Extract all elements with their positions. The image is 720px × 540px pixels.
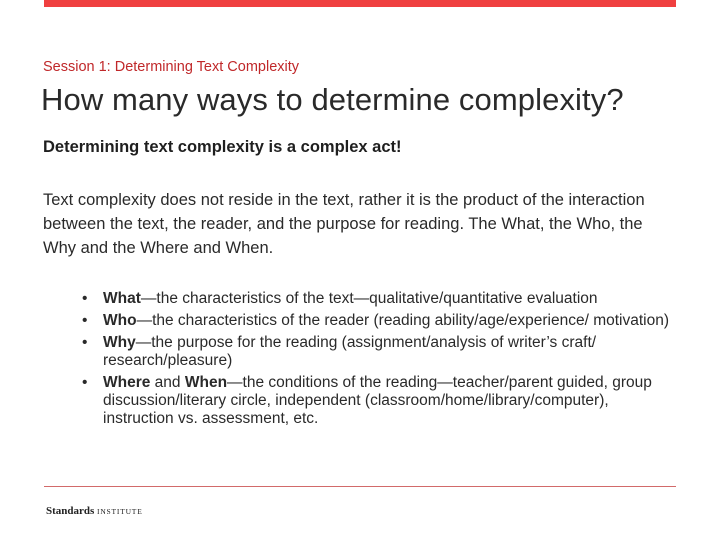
- bullet-dot-icon: •: [82, 334, 88, 351]
- bullet-why: [82, 334, 682, 370]
- footer-divider: [44, 486, 676, 487]
- bullet-term: Why: [103, 334, 136, 351]
- bullet-term: What: [103, 290, 141, 307]
- bullet-term: Where: [103, 374, 151, 391]
- bullet-connector: and: [150, 374, 185, 391]
- bullet-text: —the characteristics of the reader (reading ability/age/experience/ motivation): [136, 312, 670, 329]
- intro-paragraph: Text complexity does not reside in the text, rather it is the product of the interaction between the text, the reader, and the purpose for reading. The What, the Who, the Why and the Where and When.: [43, 191, 645, 257]
- bullet-text: —the purpose for the reading (assignment/analysis of writer’s craft/ research/pleasure): [103, 334, 597, 369]
- bullet-dot-icon: •: [82, 374, 88, 391]
- bullet-term: Who: [103, 312, 137, 329]
- logo-brand: Standards: [46, 505, 95, 517]
- bullet-dot-icon: •: [82, 312, 88, 329]
- bullet-list: [82, 290, 682, 432]
- bullet-text: —the conditions of the reading—teacher/parent guided, group discussion/literary circle, independent (classroom/home/library/computer), instruction vs. assessment, etc.: [103, 374, 652, 427]
- logo-suffix: INSTITUTE: [97, 507, 143, 516]
- session-label: Session 1: Determining Text Complexity: [43, 59, 300, 75]
- bullet-text: —the characteristics of the text—qualitative/quantitative evaluation: [140, 290, 598, 307]
- top-accent-bar: [44, 0, 676, 7]
- bullet-term-2: When: [184, 374, 228, 391]
- bullet-where-when: [82, 374, 682, 428]
- bullet-what: [82, 290, 682, 308]
- slide-subtitle: Determining text complexity is a complex act!: [43, 138, 402, 156]
- bullet-who: [82, 312, 682, 330]
- bullet-dot-icon: •: [82, 290, 88, 307]
- standards-institute-logo: [46, 505, 143, 517]
- slide-title: How many ways to determine complexity?: [41, 82, 624, 117]
